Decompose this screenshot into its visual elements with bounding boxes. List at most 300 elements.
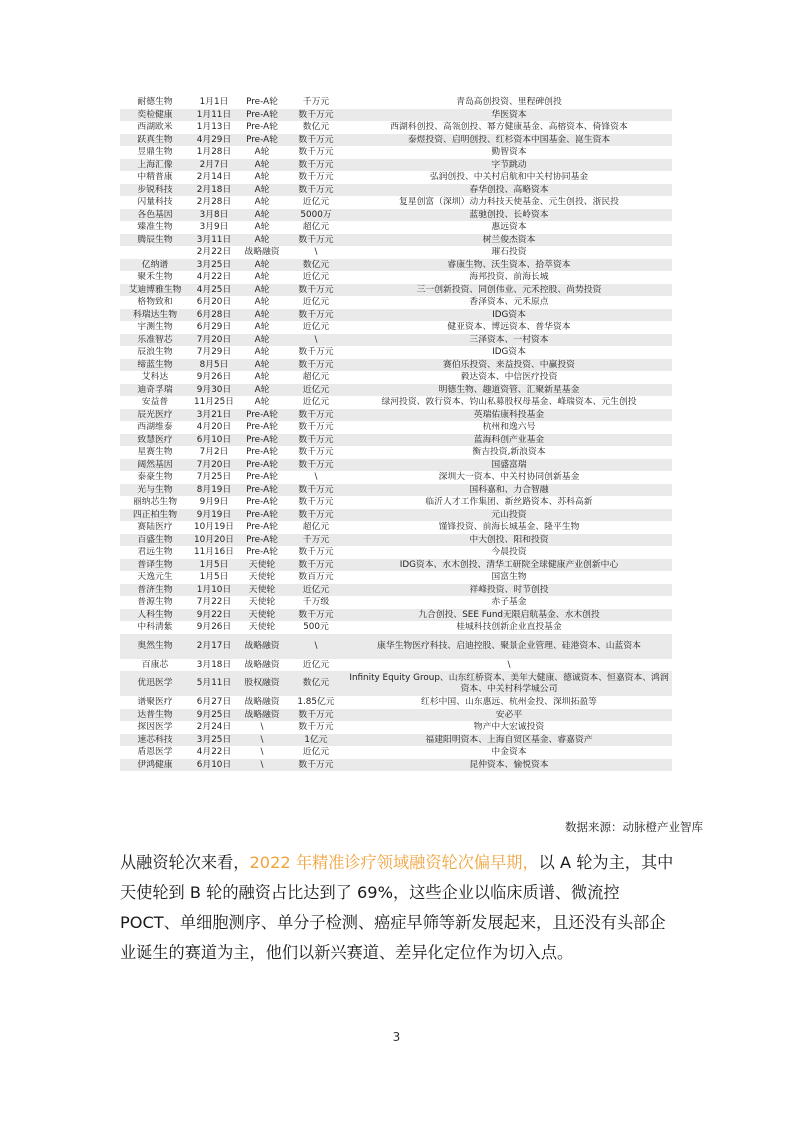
company-cell: 丽纳芯生物 xyxy=(120,496,190,509)
paragraph-lead: 从融资轮次来看， xyxy=(120,853,250,872)
date-cell: 7月29日 xyxy=(190,346,238,359)
company-cell: 普济生物 xyxy=(120,584,190,597)
table-row xyxy=(120,246,672,259)
table-row xyxy=(120,234,672,247)
investors-cell: 海邦投资、前海长城 xyxy=(346,271,672,284)
amount-cell: 数千万元 xyxy=(286,171,346,184)
date-cell: 1月5日 xyxy=(190,571,238,584)
table-row xyxy=(120,484,672,497)
investors-cell: 中大创投、阳和投资 xyxy=(346,534,672,547)
company-cell: 昱鼎生物 xyxy=(120,146,190,159)
round-cell: 战略融资 xyxy=(238,696,286,709)
company-cell: 西湖欧米 xyxy=(120,121,190,134)
date-cell: 9月9日 xyxy=(190,496,238,509)
company-cell: 百康芯 xyxy=(120,659,190,672)
amount-cell: \ xyxy=(286,334,346,347)
amount-cell: 近亿元 xyxy=(286,746,346,759)
round-cell: A轮 xyxy=(238,371,286,384)
date-cell: 2月28日 xyxy=(190,196,238,209)
company-cell: 跃真生物 xyxy=(120,134,190,147)
table-row xyxy=(120,696,672,709)
round-cell: A轮 xyxy=(238,334,286,347)
company-cell: 四正柏生物 xyxy=(120,509,190,522)
investors-cell: 深圳大一资本、中关村协同创新基金 xyxy=(346,471,672,484)
amount-cell: 数亿元 xyxy=(286,121,346,134)
company-cell: 科瑞达生物 xyxy=(120,309,190,322)
investors-cell: 昆仲资本、愉悦资本 xyxy=(346,759,672,772)
investors-cell: 西湖科创投、高瓴创投、幂方健康基金、高榕资本、倚锋资本 xyxy=(346,121,672,134)
investors-cell: 树兰俊杰资本 xyxy=(346,234,672,247)
table-row xyxy=(120,196,672,209)
amount-cell: 近亿元 xyxy=(286,321,346,334)
round-cell: 天使轮 xyxy=(238,559,286,572)
date-cell: 7月22日 xyxy=(190,596,238,609)
table-row xyxy=(120,734,672,747)
investors-cell: 红杉中国、山东惠远、杭州金投、深圳拓盈等 xyxy=(346,696,672,709)
round-cell: A轮 xyxy=(238,321,286,334)
amount-cell: \ xyxy=(286,634,346,659)
amount-cell: 数千万元 xyxy=(286,409,346,422)
amount-cell: 数千万元 xyxy=(286,609,346,622)
paragraph-highlight: 2022 年精准诊疗领域融资轮次偏早期， xyxy=(249,853,539,872)
investors-cell: 泰煜投资、启明创投、红杉资本中国基金、崑生资本 xyxy=(346,134,672,147)
amount-cell: 数百万元 xyxy=(286,571,346,584)
date-cell: 9月25日 xyxy=(190,709,238,722)
amount-cell: 500元 xyxy=(286,621,346,634)
investors-cell: 国富生物 xyxy=(346,571,672,584)
date-cell: 9月19日 xyxy=(190,509,238,522)
date-cell: 4月25日 xyxy=(190,284,238,297)
amount-cell: 数千万元 xyxy=(286,546,346,559)
investors-cell: 弘润创投、中关村启航和中关村协同基金 xyxy=(346,171,672,184)
investors-cell: 国盛富瑞 xyxy=(346,459,672,472)
company-cell: 星赛生物 xyxy=(120,446,190,459)
page-number: 3 xyxy=(392,1030,401,1044)
table-row xyxy=(120,134,672,147)
date-cell: 4月22日 xyxy=(190,271,238,284)
round-cell: A轮 xyxy=(238,271,286,284)
financing-table-container xyxy=(120,96,672,771)
investors-cell: Infinity Equity Group、山东红桥资本、美年大健康、德诚资本、恒嘉资本、鸿润资本、中关村科学城公司 xyxy=(346,671,672,696)
company-cell: 中科清紫 xyxy=(120,621,190,634)
investors-cell: 衡吉投资,新浪资本 xyxy=(346,446,672,459)
investors-cell: 健亚资本、博远资本、普华资本 xyxy=(346,321,672,334)
amount-cell: 数亿元 xyxy=(286,671,346,696)
investors-cell: 杭州和逸六号 xyxy=(346,421,672,434)
table-row xyxy=(120,171,672,184)
round-cell: Pre-A轮 xyxy=(238,546,286,559)
investors-cell: 香泽资本、元禾原点 xyxy=(346,296,672,309)
round-cell: A轮 xyxy=(238,346,286,359)
date-cell: 7月20日 xyxy=(190,459,238,472)
date-cell: 2月14日 xyxy=(190,171,238,184)
company-cell: 赛陆医疗 xyxy=(120,521,190,534)
table-row xyxy=(120,596,672,609)
company-cell: 伊鸿健康 xyxy=(120,759,190,772)
round-cell: 天使轮 xyxy=(238,621,286,634)
table-row xyxy=(120,659,672,672)
date-cell: 6月10日 xyxy=(190,434,238,447)
amount-cell: 数千万元 xyxy=(286,309,346,322)
date-cell: 6月10日 xyxy=(190,759,238,772)
amount-cell: 近亿元 xyxy=(286,271,346,284)
date-cell: 7月25日 xyxy=(190,471,238,484)
round-cell: \ xyxy=(238,734,286,747)
date-cell: 7月20日 xyxy=(190,334,238,347)
round-cell: 战略融资 xyxy=(238,246,286,259)
investors-cell: IDG资本 xyxy=(346,346,672,359)
date-cell: 2月22日 xyxy=(190,246,238,259)
company-cell xyxy=(120,246,190,259)
company-cell: 普译生物 xyxy=(120,559,190,572)
investors-cell: 祥峰投资、时节创投 xyxy=(346,584,672,597)
date-cell: 3月25日 xyxy=(190,734,238,747)
amount-cell: 数千万元 xyxy=(286,184,346,197)
investors-cell: 物产中大宏诚投资 xyxy=(346,721,672,734)
amount-cell: 数千万元 xyxy=(286,234,346,247)
date-cell: 8月5日 xyxy=(190,359,238,372)
table-row xyxy=(120,159,672,172)
round-cell: A轮 xyxy=(238,396,286,409)
round-cell: A轮 xyxy=(238,221,286,234)
financing-table-body xyxy=(120,96,672,771)
company-cell: 探因医学 xyxy=(120,721,190,734)
amount-cell: 数千万元 xyxy=(286,134,346,147)
round-cell: A轮 xyxy=(238,184,286,197)
company-cell: 迪奇孚瑞 xyxy=(120,384,190,397)
round-cell: Pre-A轮 xyxy=(238,409,286,422)
company-cell: 闪量科技 xyxy=(120,196,190,209)
date-cell: 4月22日 xyxy=(190,746,238,759)
table-row xyxy=(120,384,672,397)
company-cell: 西湖维泰 xyxy=(120,421,190,434)
table-row xyxy=(120,759,672,772)
company-cell: 泰豪生物 xyxy=(120,471,190,484)
table-row xyxy=(120,671,672,696)
amount-cell: 数千万元 xyxy=(286,721,346,734)
round-cell: Pre-A轮 xyxy=(238,496,286,509)
date-cell: 10月20日 xyxy=(190,534,238,547)
table-row xyxy=(120,109,672,122)
investors-cell: 桂城科技创新企业直投基金 xyxy=(346,621,672,634)
date-cell: 3月18日 xyxy=(190,659,238,672)
amount-cell: 1亿元 xyxy=(286,734,346,747)
investors-cell: 三泽资本、一村资本 xyxy=(346,334,672,347)
amount-cell: 数千万元 xyxy=(286,109,346,122)
paragraph-rest: 以 A 轮为主，其中天使轮到 B 轮的融资占比达到了 69%，这些企业以临床质谱、微流控 POCT、单细胞测序、单分子检测、癌症早筛等新发展起来，且还没有头部企业诞生的赛道为主，他们以新兴赛道、差异化定位作为切入点。 xyxy=(120,853,674,962)
date-cell: 9月22日 xyxy=(190,609,238,622)
company-cell: 格物致和 xyxy=(120,296,190,309)
company-cell: 光与生物 xyxy=(120,484,190,497)
table-row xyxy=(120,334,672,347)
amount-cell: 数千万元 xyxy=(286,759,346,772)
date-cell: 9月30日 xyxy=(190,384,238,397)
date-cell: 10月19日 xyxy=(190,521,238,534)
amount-cell: 千万元 xyxy=(286,96,346,109)
date-cell: 1月5日 xyxy=(190,559,238,572)
investors-cell: 赛伯乐投资、来益投资、中赢投资 xyxy=(346,359,672,372)
amount-cell: 5000万 xyxy=(286,209,346,222)
table-row xyxy=(120,496,672,509)
data-source-note: 数据来源：动脉橙产业智库 xyxy=(565,820,703,834)
company-cell: 宇测生物 xyxy=(120,321,190,334)
amount-cell: 数千万元 xyxy=(286,421,346,434)
table-row xyxy=(120,584,672,597)
date-cell: 6月28日 xyxy=(190,309,238,322)
company-cell: 腾辰生物 xyxy=(120,234,190,247)
table-row xyxy=(120,446,672,459)
round-cell: A轮 xyxy=(238,209,286,222)
date-cell: 2月7日 xyxy=(190,159,238,172)
date-cell: 1月13日 xyxy=(190,121,238,134)
table-row xyxy=(120,471,672,484)
company-cell: 普源生物 xyxy=(120,596,190,609)
date-cell: 2月18日 xyxy=(190,184,238,197)
company-cell: 臻准生物 xyxy=(120,221,190,234)
table-row xyxy=(120,221,672,234)
amount-cell: \ xyxy=(286,471,346,484)
date-cell: 1月10日 xyxy=(190,584,238,597)
investors-cell: 国科嘉和、力合智融 xyxy=(346,484,672,497)
investors-cell: 赤子基金 xyxy=(346,596,672,609)
round-cell: Pre-A轮 xyxy=(238,421,286,434)
date-cell: 2月17日 xyxy=(190,634,238,659)
investors-cell: 馑锋投资、前海长城基金、隆平生物 xyxy=(346,521,672,534)
round-cell: A轮 xyxy=(238,309,286,322)
table-row xyxy=(120,96,672,109)
company-cell: 盾恩医学 xyxy=(120,746,190,759)
investors-cell: 安必平 xyxy=(346,709,672,722)
table-row xyxy=(120,621,672,634)
round-cell: 股权融资 xyxy=(238,671,286,696)
company-cell: 辰浪生物 xyxy=(120,346,190,359)
round-cell: 天使轮 xyxy=(238,609,286,622)
investors-cell: IDG资本 xyxy=(346,309,672,322)
round-cell: Pre-A轮 xyxy=(238,434,286,447)
round-cell: Pre-A轮 xyxy=(238,96,286,109)
round-cell: \ xyxy=(238,721,286,734)
company-cell: 艾迪博雅生物 xyxy=(120,284,190,297)
date-cell: 3月11日 xyxy=(190,234,238,247)
round-cell: 天使轮 xyxy=(238,596,286,609)
amount-cell: 近亿元 xyxy=(286,659,346,672)
round-cell: Pre-A轮 xyxy=(238,109,286,122)
round-cell: A轮 xyxy=(238,196,286,209)
company-cell: 乐准智芯 xyxy=(120,334,190,347)
amount-cell: 超亿元 xyxy=(286,221,346,234)
company-cell: 致慧医疗 xyxy=(120,434,190,447)
table-row xyxy=(120,396,672,409)
company-cell: 聚禾生物 xyxy=(120,271,190,284)
amount-cell: 数千万元 xyxy=(286,509,346,522)
investors-cell: 蓝海科创产业基金 xyxy=(346,434,672,447)
table-row xyxy=(120,209,672,222)
financing-table xyxy=(120,96,672,771)
company-cell: 步锐科技 xyxy=(120,184,190,197)
investors-cell: 惠远资本 xyxy=(346,221,672,234)
date-cell: 3月21日 xyxy=(190,409,238,422)
investors-cell: IDG资本、水木创投、清华工研院全球健康产业创新中心 xyxy=(346,559,672,572)
amount-cell: 数千万元 xyxy=(286,559,346,572)
amount-cell: 千万元 xyxy=(286,534,346,547)
table-row xyxy=(120,146,672,159)
amount-cell: 数千万元 xyxy=(286,496,346,509)
investors-cell: 华医资本 xyxy=(346,109,672,122)
date-cell: 3月8日 xyxy=(190,209,238,222)
body-paragraph xyxy=(120,848,676,968)
amount-cell: 数千万元 xyxy=(286,159,346,172)
table-row xyxy=(120,284,672,297)
investors-cell: 明德生物、趣道资管、汇聚新星基金 xyxy=(346,384,672,397)
round-cell: 天使轮 xyxy=(238,584,286,597)
amount-cell: 数千万元 xyxy=(286,709,346,722)
company-cell: 奥然生物 xyxy=(120,634,190,659)
round-cell: A轮 xyxy=(238,359,286,372)
table-row xyxy=(120,184,672,197)
amount-cell: 数千万元 xyxy=(286,284,346,297)
table-row xyxy=(120,434,672,447)
round-cell: 战略融资 xyxy=(238,659,286,672)
round-cell: A轮 xyxy=(238,296,286,309)
table-row xyxy=(120,534,672,547)
amount-cell: 数亿元 xyxy=(286,259,346,272)
amount-cell: 1.85亿元 xyxy=(286,696,346,709)
amount-cell: 数千万元 xyxy=(286,146,346,159)
date-cell: 11月16日 xyxy=(190,546,238,559)
amount-cell: 近亿元 xyxy=(286,396,346,409)
round-cell: Pre-A轮 xyxy=(238,484,286,497)
amount-cell: 近亿元 xyxy=(286,196,346,209)
table-row xyxy=(120,259,672,272)
round-cell: A轮 xyxy=(238,159,286,172)
investors-cell: 绿河投资、敦行资本、钧山私募股权母基金、峰瑞资本、元生创投 xyxy=(346,396,672,409)
round-cell: Pre-A轮 xyxy=(238,534,286,547)
amount-cell: \ xyxy=(286,246,346,259)
date-cell: 1月1日 xyxy=(190,96,238,109)
company-cell: 耐德生物 xyxy=(120,96,190,109)
investors-cell: 福建阳明资本、上海自贸区基金、睿嘉资产 xyxy=(346,734,672,747)
table-row xyxy=(120,321,672,334)
table-row xyxy=(120,296,672,309)
date-cell: 1月11日 xyxy=(190,109,238,122)
date-cell: 6月20日 xyxy=(190,296,238,309)
table-row xyxy=(120,571,672,584)
date-cell: 6月29日 xyxy=(190,321,238,334)
table-row xyxy=(120,359,672,372)
investors-cell: 中金资本 xyxy=(346,746,672,759)
table-row xyxy=(120,409,672,422)
round-cell: 战略融资 xyxy=(238,634,286,659)
investors-cell: 临沂人才工作集团、新丝路资本、苏科高新 xyxy=(346,496,672,509)
company-cell: 奕检健康 xyxy=(120,109,190,122)
date-cell: 4月29日 xyxy=(190,134,238,147)
amount-cell: 超亿元 xyxy=(286,521,346,534)
table-row xyxy=(120,421,672,434)
investors-cell: 蓝驰创投、长岭资本 xyxy=(346,209,672,222)
round-cell: A轮 xyxy=(238,234,286,247)
table-row xyxy=(120,746,672,759)
amount-cell: 数千万元 xyxy=(286,459,346,472)
round-cell: Pre-A轮 xyxy=(238,521,286,534)
company-cell: 艾科达 xyxy=(120,371,190,384)
company-cell: 上海汇像 xyxy=(120,159,190,172)
company-cell: 达普生物 xyxy=(120,709,190,722)
investors-cell: 九合创投、SEE Fund无限启航基金、水木创投 xyxy=(346,609,672,622)
table-row xyxy=(120,459,672,472)
date-cell: 7月2日 xyxy=(190,446,238,459)
table-row xyxy=(120,721,672,734)
table-row xyxy=(120,509,672,522)
amount-cell: 千万级 xyxy=(286,596,346,609)
date-cell: 3月9日 xyxy=(190,221,238,234)
investors-cell: \ xyxy=(346,659,672,672)
investors-cell: 英瑞佑康科投基金 xyxy=(346,409,672,422)
amount-cell: 数千万元 xyxy=(286,346,346,359)
table-row xyxy=(120,309,672,322)
company-cell: 阔然基因 xyxy=(120,459,190,472)
company-cell: 辰光医疗 xyxy=(120,409,190,422)
round-cell: 天使轮 xyxy=(238,571,286,584)
round-cell: A轮 xyxy=(238,146,286,159)
date-cell: 9月26日 xyxy=(190,371,238,384)
round-cell: Pre-A轮 xyxy=(238,134,286,147)
investors-cell: 毅达资本、中信医疗投资 xyxy=(346,371,672,384)
company-cell: 百盛生物 xyxy=(120,534,190,547)
amount-cell: 数千万元 xyxy=(286,359,346,372)
round-cell: A轮 xyxy=(238,259,286,272)
amount-cell: 数千万元 xyxy=(286,446,346,459)
amount-cell: 超亿元 xyxy=(286,371,346,384)
company-cell: 优迅医学 xyxy=(120,671,190,696)
table-row xyxy=(120,709,672,722)
investors-cell: 字节跳动 xyxy=(346,159,672,172)
amount-cell: 数千万元 xyxy=(286,484,346,497)
table-row xyxy=(120,271,672,284)
investors-cell: 今晨投资 xyxy=(346,546,672,559)
investors-cell: 元山投资 xyxy=(346,509,672,522)
round-cell: Pre-A轮 xyxy=(238,459,286,472)
amount-cell: 近亿元 xyxy=(286,584,346,597)
round-cell: Pre-A轮 xyxy=(238,509,286,522)
round-cell: Pre-A轮 xyxy=(238,121,286,134)
investors-cell: 春华创投、高略资本 xyxy=(346,184,672,197)
table-row xyxy=(120,546,672,559)
investors-cell: 睿康生物、沃生资本、拾萃资本 xyxy=(346,259,672,272)
round-cell: A轮 xyxy=(238,384,286,397)
date-cell: 5月11日 xyxy=(190,671,238,696)
investors-cell: 三一创新投资、同创伟业、元禾控股、尚势投资 xyxy=(346,284,672,297)
date-cell: 8月19日 xyxy=(190,484,238,497)
table-row xyxy=(120,634,672,659)
company-cell: 速芯科技 xyxy=(120,734,190,747)
table-row xyxy=(120,521,672,534)
amount-cell: 近亿元 xyxy=(286,296,346,309)
date-cell: 3月25日 xyxy=(190,259,238,272)
date-cell: 9月26日 xyxy=(190,621,238,634)
table-row xyxy=(120,121,672,134)
company-cell: 缔蓝生物 xyxy=(120,359,190,372)
company-cell: 各色基因 xyxy=(120,209,190,222)
round-cell: \ xyxy=(238,746,286,759)
company-cell: 人科生物 xyxy=(120,609,190,622)
amount-cell: 近亿元 xyxy=(286,384,346,397)
date-cell: 2月24日 xyxy=(190,721,238,734)
investors-cell: 璀石投资 xyxy=(346,246,672,259)
round-cell: A轮 xyxy=(238,171,286,184)
table-row xyxy=(120,371,672,384)
round-cell: 战略融资 xyxy=(238,709,286,722)
investors-cell: 青岛高创投资、里程碑创投 xyxy=(346,96,672,109)
